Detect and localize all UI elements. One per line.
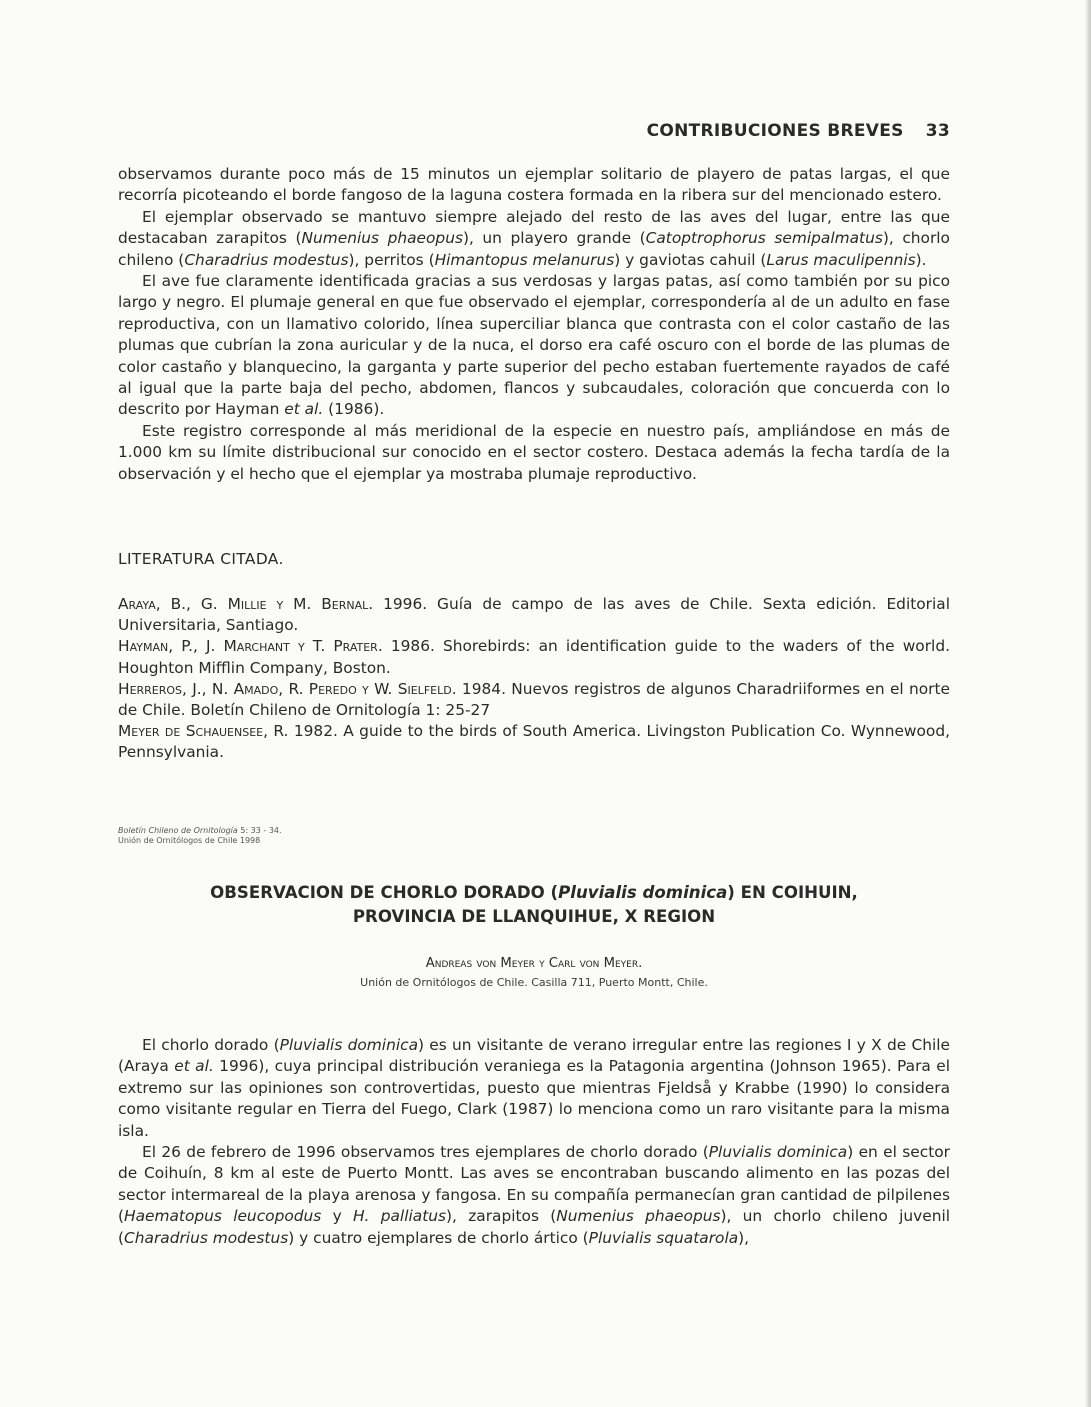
paragraph: observamos durante poco más de 15 minutos un ejemplar solitario de playero de patas largas, el que recorría picoteando el borde fangoso de la laguna costera formada en la ribera sur del mencionado estero. xyxy=(118,165,950,205)
literature-heading: LITERATURA CITADA. xyxy=(118,550,284,568)
reference-item: Araya, B., G. Millie y M. Bernal. 1996. Guía de campo de las aves de Chile. Sexta edición. Editorial Universitaria, Santiago. xyxy=(118,595,950,635)
article-title: OBSERVACION DE CHORLO DORADO (Pluvialis dominica) EN COIHUIN, PROVINCIA DE LLANQUIHUE, X REGION xyxy=(210,883,858,926)
author-affiliation: Unión de Ornitólogos de Chile. Casilla 711, Puerto Montt, Chile. xyxy=(360,976,708,989)
paragraph: El ejemplar observado se mantuvo siempre alejado del resto de las aves del lugar, entre las que destacaban zarapitos (Numenius phaeopus), un playero grande (Catoptrophorus semipalmatus), chorlo chileno (Charadrius modestus), perritos (Himantopus melanurus) y gaviotas cahuil (Larus maculipennis). xyxy=(118,207,950,269)
section-title: CONTRIBUCIONES BREVES xyxy=(646,121,904,141)
article-authors: Andreas von Meyer y Carl von Meyer. xyxy=(425,956,643,971)
reference-list xyxy=(118,594,950,764)
paragraph: El 26 de febrero de 1996 observamos tres ejemplares de chorlo dorado (Pluvialis dominica) en el sector de Coihuín, 8 km al este de Puerto Montt. Las aves se encontraban buscando alimento en las pozas del sector intermareal de la playa arenosa y fangosa. En su compañía permanecían gran cantidad de pilpilenes (Haematopus leucopodus y H. palliatus), zarapitos (Numenius phaeopus), un chorlo chileno juvenil (Charadrius modestus) y cuatro ejemplares de chorlo ártico (Pluvialis squatarola), xyxy=(118,1143,951,1247)
page-edge-shadow xyxy=(1085,0,1091,1407)
paragraph: Este registro corresponde al más meridional de la especie en nuestro país, ampliándose en más de 1.000 km su límite distribucional sur conocido en el sector costero. Destaca además la fecha tardía de la observación y el hecho que el ejemplar ya mostraba plumaje reproductivo. xyxy=(118,421,950,483)
reference-item: Herreros, J., N. Amado, R. Peredo y W. Sielfeld. 1984. Nuevos registros de algunos Charadriiformes en el norte de Chile. Boletín Chileno de Ornitología 1: 25-27 xyxy=(118,679,950,720)
paragraph: El ave fue claramente identificada gracias a sus verdosas y largas patas, así como también por su pico largo y negro. El plumaje general en que fue observado el ejemplar, correspondería al de un adulto en fase reproductiva, con un llamativo colorido, línea superciliar blanca que contrasta con el color castaño de las plumas que cubrían la zona auricular y de la nuca, el dorso era café oscuro con el borde de las plumas de color castaño y blanquecino, la garganta y parte superior del pecho estaban fuertemente rayados de café al igual que la parte baja del pecho, abdomen, flancos y subcaudales, coloración que concuerda con lo descrito por Hayman et al. (1986). xyxy=(118,272,950,419)
article-body xyxy=(118,1035,950,1249)
running-header xyxy=(647,121,950,141)
paragraph: El chorlo dorado (Pluvialis dominica) es un visitante de verano irregular entre las regiones I y X de Chile (Araya et al. 1996), cuya principal distribución veraniega es la Patagonia argentina (Johnson 1965). Para el extremo sur las opiniones son controvertidas, puesto que mientras Fjeldså y Krabbe (1990) lo considera como visitante regular en Tierra del Fuego, Clark (1987) lo menciona como un raro visitante para la misma isla. xyxy=(118,1036,950,1140)
article-continuation xyxy=(118,164,950,485)
page-number: 33 xyxy=(925,121,950,141)
reference-item: Hayman, P., J. Marchant y T. Prater. 1986. Shorebirds: an identification guide to the waders of the world. Houghton Mifflin Company, Boston. xyxy=(118,637,950,677)
reference-item: Meyer de Schauensee, R. 1982. A guide to the birds of South America. Livingston Publication Co. Wynnewood, Pennsylvania. xyxy=(118,722,950,762)
journal-citation: Boletín Chileno de Ornitología 5: 33 - 34. Unión de Ornitólogos de Chile 1998 xyxy=(118,826,282,845)
